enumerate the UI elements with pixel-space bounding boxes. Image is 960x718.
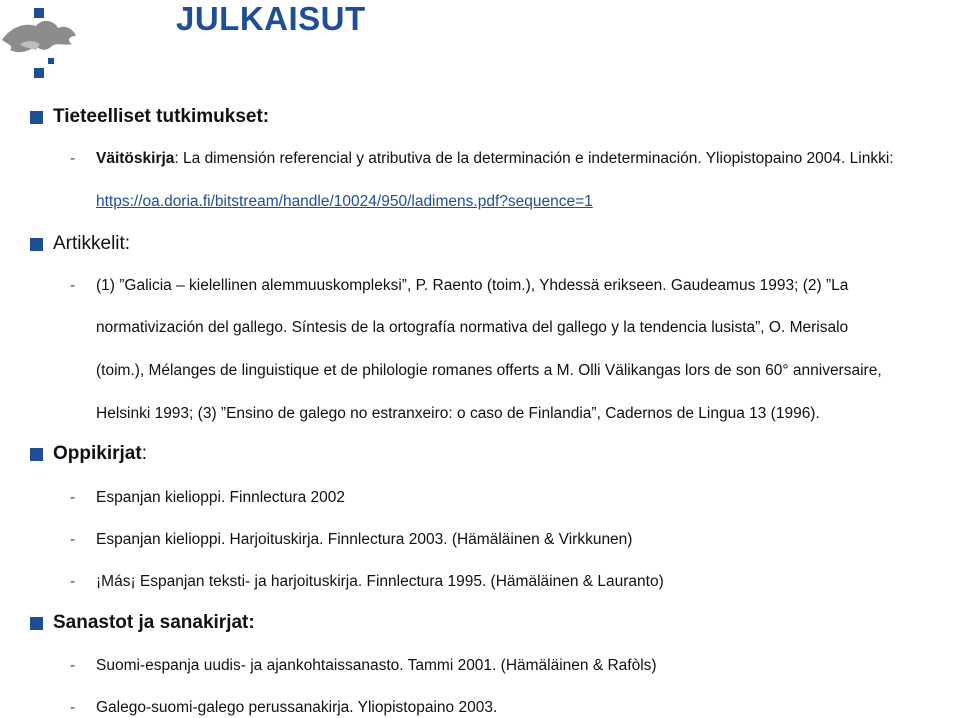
section-heading-tieteelliset [30,106,269,128]
bullet-icon [30,238,43,251]
dash-marker: - [70,277,76,294]
article-line-2: normativización del gallego. Síntesis de la ortografía normativa del gallego y la tendencia lusista”, O. Merisalo [96,319,849,336]
item-bold-label: Väitöskirja [96,150,175,167]
dash-marker: - [70,150,76,167]
section-heading-oppikirjat [30,443,147,465]
textbook-item: Espanjan kielioppi. Harjoituskirja. Finnlectura 2003. (Hämäläinen & Virkkunen) [96,531,633,548]
dash-marker: - [70,489,76,506]
thesis-link[interactable]: https://oa.doria.fi/bitstream/handle/10024/950/ladimens.pdf?sequence=1 [96,193,593,210]
article-line-3: (toim.), Mélanges de linguistique et de philologie romanes offerts a M. Olli Välikangas lors de son 60° anniversaire, [96,362,882,379]
bullet-icon [30,617,43,630]
dictionary-item: Galego-suomi-galego perussanakirja. Yliopistopaino 2003. [96,699,498,716]
dash-marker: - [70,573,76,590]
section-heading-sanastot [30,612,255,634]
page-title: JULKAISUT [176,0,366,37]
dash-marker: - [70,699,76,716]
section-heading-colon: : [141,443,147,464]
textbook-item: ¡Más¡ Espanjan teksti- ja harjoituskirja. Finnlectura 1995. (Hämäläinen & Lauranto) [96,573,664,590]
textbook-item: Espanjan kielioppi. Finnlectura 2002 [96,489,346,506]
university-logo-icon [0,0,96,100]
section-heading-label: Sanastot ja sanakirjat: [53,612,255,633]
dictionary-item: Suomi-espanja uudis- ja ajankohtaissanasto. Tammi 2001. (Hämäläinen & Rafòls) [96,657,657,674]
article-line-4: Helsinki 1993; (3) ”Ensino de galego no estranxeiro: o caso de Finlandia”, Cadernos de Lingua 13 (1996). [96,405,820,422]
bullet-icon [30,448,43,461]
dash-marker: - [70,531,76,548]
article-line-1: (1) ”Galicia – kielellinen alemmuuskompleksi”, P. Raento (toim.), Yhdessä erikseen. Gaudeamus 1993; (2) ”La [96,277,849,294]
bullet-icon [30,111,43,124]
section-heading-label: Artikkelit: [53,233,131,254]
dash-marker: - [70,657,76,674]
item-text: : La dimensión referencial y atributiva de la determinación e indeterminación. Yliopistopaino 2004. Linkki: [174,150,894,167]
section-heading-artikkelit [30,233,130,255]
section-heading-label: Oppikirjat [53,443,142,464]
section-heading-label: Tieteelliset tutkimukset: [53,106,270,127]
